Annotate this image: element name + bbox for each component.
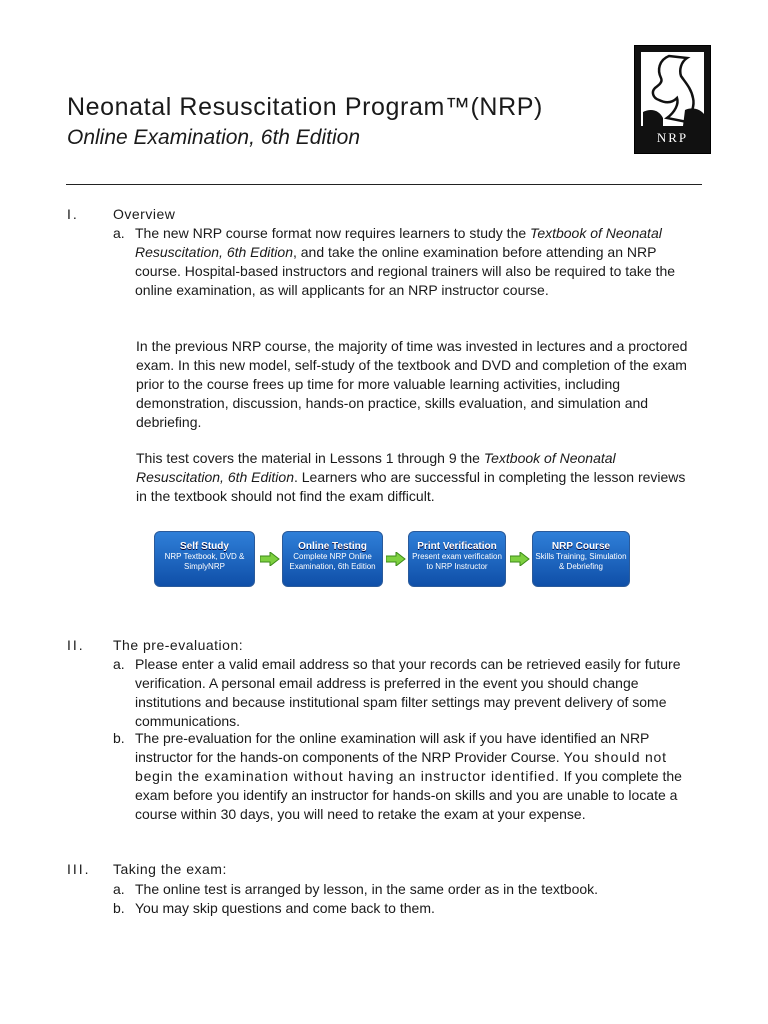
flow-arrow-icon — [386, 552, 406, 566]
section-heading: Overview — [113, 206, 176, 222]
section-number: II. — [67, 637, 85, 653]
nrp-logo — [634, 45, 711, 154]
item-label: a. — [113, 225, 125, 241]
document-subtitle: Online Examination, 6th Edition — [67, 126, 361, 149]
flow-step-self-study: Self Study NRP Textbook, DVD & SimplyNRP — [154, 531, 255, 587]
section-number: III. — [67, 861, 91, 877]
flow-step-nrp-course: NRP Course Skills Training, Simulation & Debriefing — [532, 531, 630, 587]
logo-silhouette — [641, 52, 704, 126]
section-number: I. — [67, 206, 79, 222]
flow-arrow-icon — [510, 552, 530, 566]
overview-paragraph-2: In the previous NRP course, the majority of time was invested in lectures and a proctored exam. In this new model, self-study of the textbook and DVD and completion of the exam prior to the course frees up time for more valuable learning activities, including demonstration, discussion, hands-on practice, skills evaluation, and simulation and debriefing. — [136, 338, 688, 430]
section-heading: Taking the exam: — [113, 861, 227, 877]
header-divider — [66, 184, 702, 185]
document-title: Neonatal Resuscitation Program™(NRP) — [67, 93, 543, 121]
flow-arrow-icon — [260, 552, 280, 566]
item-text: You may skip questions and come back to them. — [135, 900, 435, 916]
section-heading: The pre-evaluation: — [113, 637, 244, 653]
item-label: b. — [113, 730, 125, 746]
item-text: The pre-evaluation for the online examination will ask if you have identified an NRP instructor for the hands-on components of the NRP Provider Course. You should not begin the examination without having an instructor identified. If you complete the exam before you identify an instructor for hands-on skills and you are unable to locate a course within 30 days, you will need to retake the exam at your expense. — [135, 730, 682, 822]
item-label: a. — [113, 656, 125, 672]
item-label: a. — [113, 881, 125, 897]
flow-step-print-verification: Print Verification Present exam verification to NRP Instructor — [408, 531, 506, 587]
flow-step-online-testing: Online Testing Complete NRP Online Examination, 6th Edition — [282, 531, 383, 587]
item-text: Please enter a valid email address so that your records can be retrieved easily for future verification. A personal email address is preferred in the event you should change institutions and because institutional spam filter settings may prevent delivery of some communications. — [135, 656, 681, 729]
item-text: The online test is arranged by lesson, in the same order as in the textbook. — [135, 881, 599, 897]
logo-text: NRP — [656, 130, 689, 145]
overview-paragraph-3: This test covers the material in Lessons 1 through 9 the Textbook of Neonatal Resuscitation, 6th Edition. Learners who are successful in completing the lesson reviews in the textbook should not find the exam difficult. — [136, 450, 686, 504]
item-text: The new NRP course format now requires learners to study the Textbook of Neonatal Resuscitation, 6th Edition, and take the online examination before attending an NRP course. Hospital-based instructors and regional trainers will also be required to take the online examination, as will applicants for an NRP instructor course. — [135, 225, 676, 298]
item-label: b. — [113, 900, 125, 916]
